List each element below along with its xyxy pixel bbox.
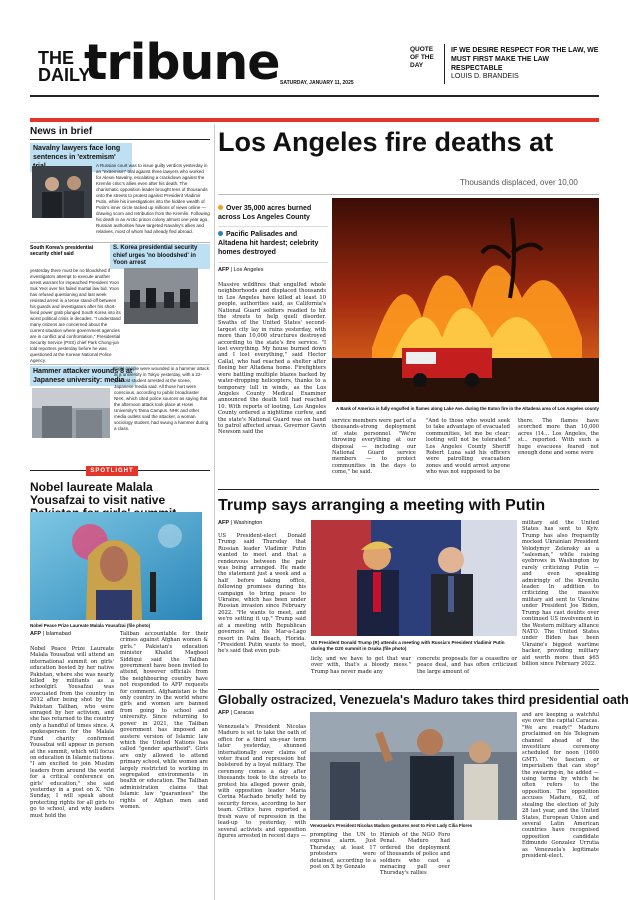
lead-body-col1: Massive wildfires that engulfed whole neighborhoods and displaced thousands in Los Angeles have killed at least 10 people, authorities said, as California's National Guard soldiers readied to hit the streets to help quell disorder. Swaths of the United States' second-largest city lay in ruins yesterday, with more than 10,000 structures destroyed according to the state's fire service. "I lost everything. My house burned down and I lost everything," said Hector Callal, who had reached a shelter after fleeing her Altadena home. Firefighters were battling multiple blazes backed by water-dropping helicopters, thanks to a temporary lull in winds, as the Los Angeles County Medical Examiner announced the death toll had reached 10. With reports of looting, Los Angeles County ordered a nighttime curfew, and the state's National Guard was on hand to patrol affected areas. Governor Gavin Newsom said the xyxy=(218,282,326,436)
venezuela-body-col4: and are keeping a watchful eye over the capital Caracas. "We are ready!" Maduro proclaimed on his Telegram channel ahead of the investiture ceremony scheduled for noon (1600 GMT). "No fascism or imperialism that can stop" the swearing-in, he added — using terms by which he often refers to the opposition. The opposition accuses Maduro, 62, of stealing the election of July 28 last year, and the United States, European Union and several Latin American countries have recognised opposition candidate Edmundo Gonzalez Urrutia as Venezuela's legitimate president-elect. xyxy=(522,712,599,859)
venezuela-body-col3: Himiob of the NGO Foro Penal. Maduro had ordered the deployment of thousands of police and soldiers who cast a menacing pall over Thursday's rallies xyxy=(380,832,450,877)
trump-byline: AFP | Washington xyxy=(218,520,263,526)
divider xyxy=(30,364,210,365)
maduro-caption: Venezuela's President Nicolas Maduro gestures next to First Lady Cilia Flores xyxy=(310,823,473,828)
quote-label: QUOTE OF THE DAY xyxy=(410,46,434,69)
maduro-photo-art xyxy=(310,712,517,820)
quote-author: LOUIS D. BRANDEIS xyxy=(451,73,519,80)
malala-caption: Nobel Peace Prize Laureate Malala Yousafzai (file photo) xyxy=(30,623,151,628)
brief-lede-korea: South Korea's presidential security chief said xyxy=(30,245,94,257)
lead-body-col4: there. The flames have scorched more than 10,000 acres (14... Los Angeles, the st... reported. With such a huge evacuees feared not enough done and some were xyxy=(518,418,599,457)
korea-photo-art xyxy=(124,268,198,324)
korea-photo xyxy=(124,268,198,324)
brief-headline-hammer: Hammer attacker wounds 8 at Japanese university: media xyxy=(30,366,136,386)
spotlight-byline: AFP | Islamabad xyxy=(30,631,71,637)
trump-body-col2: licly, and we have to get that war over with, that's a bloody mess." Trump has never made any xyxy=(311,656,411,675)
malala-photo xyxy=(30,512,202,620)
divider xyxy=(218,226,328,227)
lead-body-col3: "And to those who would seek to take advantage of evacuated communities, let me be clear: looting will not be tolerated." Los Angeles County Sheriff Robert Luna said his officers were patrolling evacuation zones and would arrest anyone who was not supposed to be xyxy=(426,418,510,476)
spotlight-body-col2: Taliban accountable for their crimes against Afghan women & girls." Pakistan's education minister Khalid Maqbool Siddiqui said the Taliban government have been invited to attend, however officials from the neighbouring country have not responded to AFP requests for comment. Afghanistan is the only country in the world where girls and women are banned from going to school and university. Since returning to power in 2021, the Taliban government has imposed an austere version of Islamic law which the United Nations has called "gender apartheid". Girls are only allowed to attend primary school, while women are largely restricted to working in segregated environments in health or education. The Taliban administration claims that Islamic law "guarantees" the rights of Afghan men and women. xyxy=(120,631,208,810)
lead-subhead: Thousands displaced, over 10,00 xyxy=(460,178,578,187)
trump-headline: Trump says arranging a meeting with Putin xyxy=(218,497,546,514)
fire-photo-art xyxy=(332,198,599,402)
top-red-band xyxy=(30,118,599,122)
venezuela-body-col2: prompting the UN to express alarm. Just Thursday, at least 17 protesters were detained, according to a post on X by Gonzalo xyxy=(310,832,376,871)
lead-bullet-1: Over 35,000 acres burned across Los Angeles County xyxy=(218,205,312,221)
news-in-brief-title: News in brief xyxy=(30,126,93,137)
trump-body-col1: US President-elect Donald Trump said Thursday that Russian leader Vladimir Putin wanted to meet and that a rendezvous between the pair was being arranged. He made the statement just a week and a half before taking office, following promises during his campaign to bring peace to Ukraine, which has been under Russian invasion since February 2022. "He wants to meet, and we're setting it up," Trump said at a meeting with Republican governors at his Mar-a-Lago resort in Palm Beach, Florida. "President Putin wants to meet, he's said that even pub- xyxy=(218,533,306,655)
divider xyxy=(30,139,210,140)
fire-photo xyxy=(332,198,599,402)
brief-headline-korea: S. Korea presidential security chief urges 'no bloodshed' in Yoon arrest xyxy=(110,244,210,269)
navalny-photo xyxy=(32,166,92,218)
lead-body-col2: service members were part of a thousands-strong deployment of state personnel. "We're throwing everything at our disposal — including our National Guard service members — to protect communities in the days to come," he said. xyxy=(332,418,416,476)
trump-caption: US President Donald Trump (R) attends a meeting with Russia's President Vladimir Putin during the G20 summit in Osaka (file photo) xyxy=(311,640,505,651)
venezuela-headline: Globally ostracized, Venezuela's Maduro takes third presidential oath xyxy=(218,693,629,707)
trump-putin-photo-art xyxy=(311,520,517,636)
brief-body-hammer: Eight people were wounded in a hammer attack at a university in Tokyo yesterday, with a 22-year-old student arrested at the scene, Japanese media said. All those hurt were conscious, according to public broadcaster NHK, which cited police sources as saying that the afternoon attack took place at Hosei University's Tama Campus. NHK and other media outlets said the attacker, a woman sociology student, had swung a hammer during a class. xyxy=(114,366,210,431)
trump-body-col4: military aid the United States has sent to Kyiv. Trump has also frequently mocked Ukrainian President Volodymyr Zelensky as a "salesman," while raising eyebrows in Washington by rarely criticizing Putin — and even speaking admiringly of the Kremlin leader. In addition to criticizing the massive military aid sent to Ukraine under President Joe Biden, Trump has cast doubts over continued US involvement in the Western military alliance NATO. The United States under Biden has been Ukraine's biggest wartime backer, providing military aid worth more than $65 billion since February 2022. xyxy=(522,520,599,667)
issue-date: SATURDAY, JANUARY 11, 2025 xyxy=(280,80,354,86)
lead-headline: Los Angeles fire deaths at xyxy=(218,127,554,157)
quote-divider xyxy=(444,44,445,84)
trump-putin-photo xyxy=(311,520,517,636)
masthead-the: THE DAILY xyxy=(38,48,91,85)
navalny-photo-art xyxy=(32,166,92,218)
blue-bullet-icon xyxy=(218,231,223,236)
quote-text: IF WE DESIRE RESPECT FOR THE LAW, WE MUST FIRST MAKE THE LAW RESPECTABLE xyxy=(451,47,599,72)
malala-photo-art xyxy=(30,512,202,620)
divider xyxy=(218,489,599,490)
divider xyxy=(30,242,210,243)
brief-body-korea: yesterday there must be no bloodshed if investigators attempt to execute another arrest warrant for impeached President Yoon Suk Yeol over his failed martial law bid. Yoon has refused questioning and last week resisted arrest in a tense stand-off between his guards and investigators after his short-lived power grab plunged South Korea into its worst political crisis in decades. "I understand many citizens are concerned about the current situation where government agencies are in conflict and confrontation," Presidential Security Service (PSS) chief Park Chong-jun told reporters yesterday before he was questioned at the Korean National Police Agency. xyxy=(30,268,121,363)
lead-bullet-2: Pacific Palisades and Altadena hit hardest; celebrity homes destroyed xyxy=(218,231,319,256)
hammer-photo xyxy=(32,388,110,438)
maduro-photo xyxy=(310,712,517,820)
hammer-photo-art xyxy=(32,388,110,438)
divider xyxy=(218,262,328,263)
venezuela-body-col1: Venezuela's President Nicolas Maduro is set to take the oath of office for a third six-year term later yesterday, shunned internationally over claims of voter fraud and repression but bolstered by a loyal military. The ceremony comes a day after thousands took to the streets to protest his alleged power grab, with opposition leader Maria Corina Machado briefly held by security forces, according to her team. Critics have reported a fresh wave of repression in the lead-up to yesterday, with several activists and opposition figures arrested in recent days — xyxy=(218,724,306,839)
divider xyxy=(218,194,599,195)
divider xyxy=(218,689,599,690)
trump-body-col3: concrete proposals for a ceasefire or peace deal, and has often criticized the large amount of xyxy=(417,656,517,675)
spotlight-body-col1: Nobel Peace Prize Laureate Malala Yousafzai will attend an international summit on girls' education hosted by her native Pakistan, where she was nearly killed by militants as a schoolgirl. Yousafzai was evacuated from the country in 2012 after being shot by the Pakistan Taliban, who were enraged by her activism, and she has returned to the country only a handful of times since. A spokesperson for the Malala Fund charity confirmed Yousafzai will appear in person at the summit, which will focus on education in Islamic nations. "I am excited to join Muslim leaders from around the world for a critical conference on girls' education," she said yesterday in a post on X. "On Sunday, I will speak about protecting rights for all girls to go to school, and why leaders must hold the xyxy=(30,646,114,819)
orange-bullet-icon xyxy=(218,205,223,210)
brief-body-navalny: A Russian court was to issue guilty verdicts yesterday in an "extremism" trial against three lawyers who worked for Alexei Navalny, escalating a crackdown against the Kremlin critic's allies even after his death. The charismatic opposition leader brought tens of thousands onto the streets to protest against President Vladimir Putin, while his investigations into the hidden wealth of Putin's inner circle racked up millions of views online — drawing scorn and retribution from the Kremlin. Following his death in an Arctic prison colony almost one year ago, Russian authorities have targeted Navalny's allies and relatives, most of whom had already fled abroad. xyxy=(96,163,210,234)
spotlight-tag: SPOTLIGHT xyxy=(86,466,138,476)
masthead-rule xyxy=(30,95,599,97)
brief-headline-navalny: Navalny lawyers face long sentences in 'extremism' xyxy=(30,143,132,172)
venezuela-byline: AFP | Caracas xyxy=(218,710,254,716)
lead-byline: AFP | Los Angeles xyxy=(218,267,264,273)
masthead-logo: tribune xyxy=(84,34,280,91)
column-divider xyxy=(214,124,215,900)
fire-caption: A Bank of America is fully engulfed in flames along Lake Ave. during the Eaton fire in the Altadena area of Los Angeles county xyxy=(336,406,599,411)
spotlight-headline: Nobel laureate Malala Yousafzai to visit native xyxy=(30,480,166,507)
